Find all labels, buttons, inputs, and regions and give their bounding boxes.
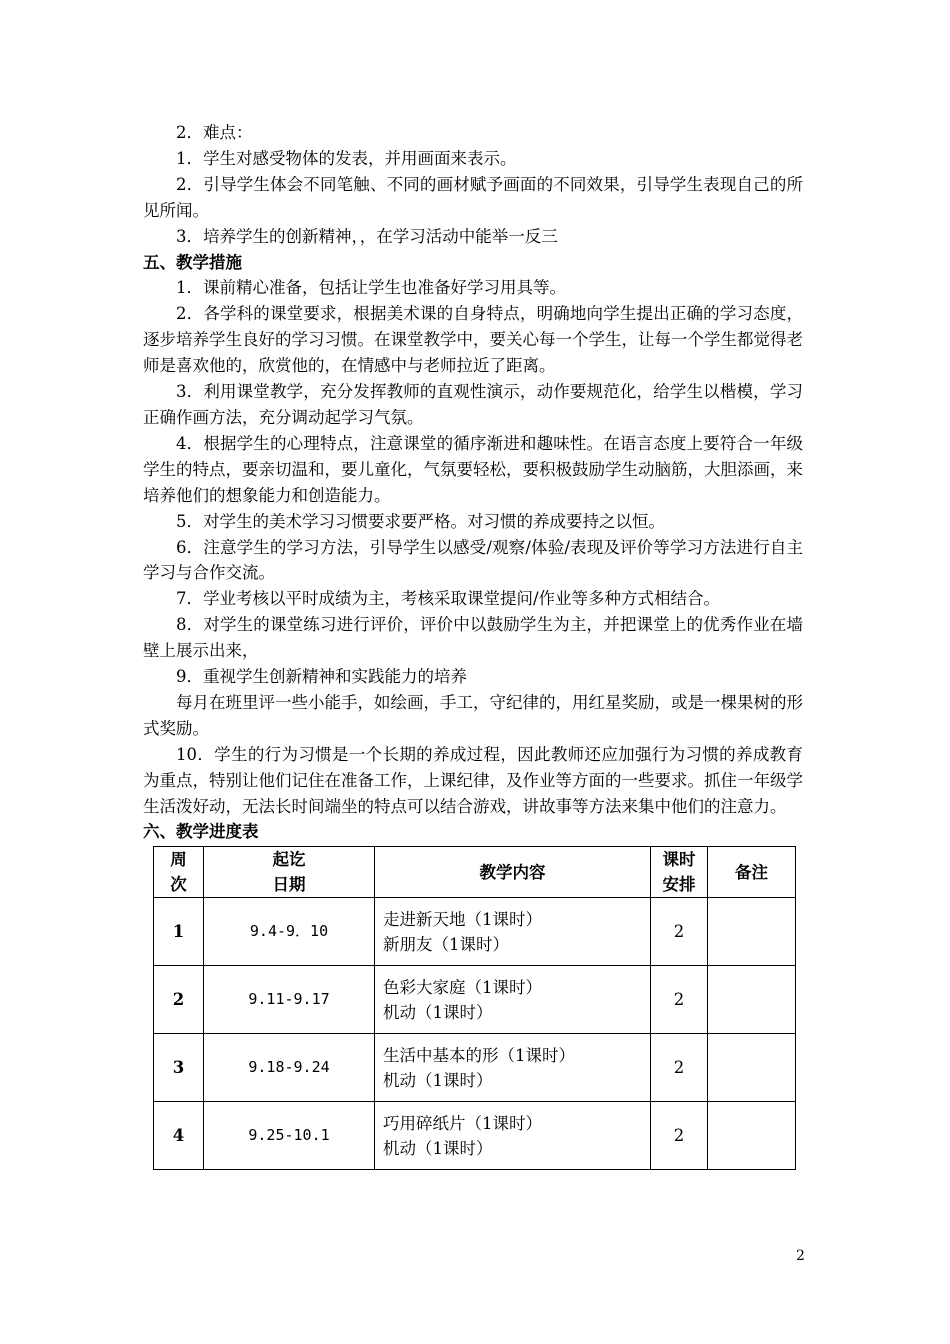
measure-item: 6．注意学生的学习方法，引导学生以感受/观察/体验/表现及评价等学习方法进行自主学习与合作交流。: [143, 537, 803, 583]
measure-item: 5．对学生的美术学习习惯要求要严格。对习惯的养成要持之以恒。: [176, 511, 665, 531]
week-cell: 3: [154, 1034, 204, 1102]
notes-cell: [708, 1102, 796, 1170]
hours-cell: 2: [651, 1102, 708, 1170]
header-dates: 起讫 日期: [204, 847, 375, 898]
table-row: [154, 1034, 796, 1102]
schedule-table: [153, 846, 796, 1170]
measure-item: 7．学业考核以平时成绩为主，考核采取课堂提问/作业等多种方式相结合。: [176, 589, 721, 609]
measure-item: 9．重视学生创新精神和实践能力的培养: [176, 667, 467, 687]
header-content: 教学内容: [375, 847, 651, 898]
table-row: [154, 966, 796, 1034]
header-week: 周 次: [154, 847, 204, 898]
difficulty-item: 3．培养学生的创新精神，，在学习活动中能举一反三: [176, 226, 558, 246]
measure-item: 1．课前精心准备，包括让学生也准备好学习用具等。: [176, 278, 566, 298]
difficulty-heading: 2．难点：: [176, 123, 253, 142]
measure-item: 8．对学生的课堂练习进行评价，评价中以鼓励学生为主，并把课堂上的优秀作业在墙壁上展示出来，: [143, 615, 803, 661]
date-cell: 9.25-10.1: [204, 1102, 375, 1170]
date-cell: 9.4-9．10: [204, 898, 375, 966]
header-notes: 备注: [708, 847, 796, 898]
page-number: 2: [796, 1248, 805, 1264]
content-cell: 色彩大家庭（1课时） 机动（1课时）: [375, 966, 651, 1034]
measure-item: 每月在班里评一些小能手，如绘画，手工，守纪律的，用红星奖励，或是一棵果树的形式奖励。: [143, 692, 803, 738]
measure-item: 4．根据学生的心理特点，注意课堂的循序渐进和趣味性。在语言态度上要符合一年级学生的特点，要亲切温和，要儿童化，气氛要轻松，要积极鼓励学生动脑筋，大胆添画，来培养他们的想象能力和创造能力。: [143, 433, 803, 505]
body-text: [143, 120, 803, 845]
table-header-row: [154, 847, 796, 898]
week-cell: 1: [154, 898, 204, 966]
hours-cell: 2: [651, 966, 708, 1034]
measure-item: 10．学生的行为习惯是一个长期的养成过程，因此教师还应加强行为习惯的养成教育为重点，特别让他们记住在准备工作，上课纪律，及作业等方面的一些要求。抓住一年级学生活泼好动，无法长时间端坐的特点可以结合游戏，讲故事等方法来集中他们的注意力。: [143, 744, 803, 816]
difficulty-item: 1．学生对感受物体的发表，并用画面来表示。: [176, 148, 517, 168]
header-hours: 课时 安排: [651, 847, 708, 898]
week-cell: 2: [154, 966, 204, 1034]
notes-cell: [708, 1034, 796, 1102]
measure-item: 2．各学科的课堂要求，根据美术课的自身特点，明确地向学生提出正确的学习态度，逐步培养学生良好的学习习惯。在课堂教学中，要关心每一个学生，让每一个学生都觉得老师是喜欢他的，欣赏他的，在情感中与老师拉近了距离。: [143, 304, 803, 376]
table-row: [154, 898, 796, 966]
content-cell: 巧用碎纸片（1课时） 机动（1课时）: [375, 1102, 651, 1170]
table-row: [154, 1102, 796, 1170]
section-heading: 五、教学措施: [143, 252, 242, 272]
measure-item: 3．利用课堂教学，充分发挥教师的直观性演示，动作要规范化，给学生以楷模，学习正确作画方法，充分调动起学习气氛。: [143, 382, 803, 427]
date-cell: 9.11-9.17: [204, 966, 375, 1034]
content-cell: 生活中基本的形（1课时） 机动（1课时）: [375, 1034, 651, 1102]
notes-cell: [708, 966, 796, 1034]
content-cell: 走进新天地（1课时） 新朋友（1课时）: [375, 898, 651, 966]
week-cell: 4: [154, 1102, 204, 1170]
hours-cell: 2: [651, 1034, 708, 1102]
section-heading: 六、教学进度表: [143, 822, 259, 842]
difficulty-item: 2．引导学生体会不同笔触、不同的画材赋予画面的不同效果，引导学生表现自己的所见所闻。: [143, 174, 803, 220]
notes-cell: [708, 898, 796, 966]
date-cell: 9.18-9.24: [204, 1034, 375, 1102]
hours-cell: 2: [651, 898, 708, 966]
